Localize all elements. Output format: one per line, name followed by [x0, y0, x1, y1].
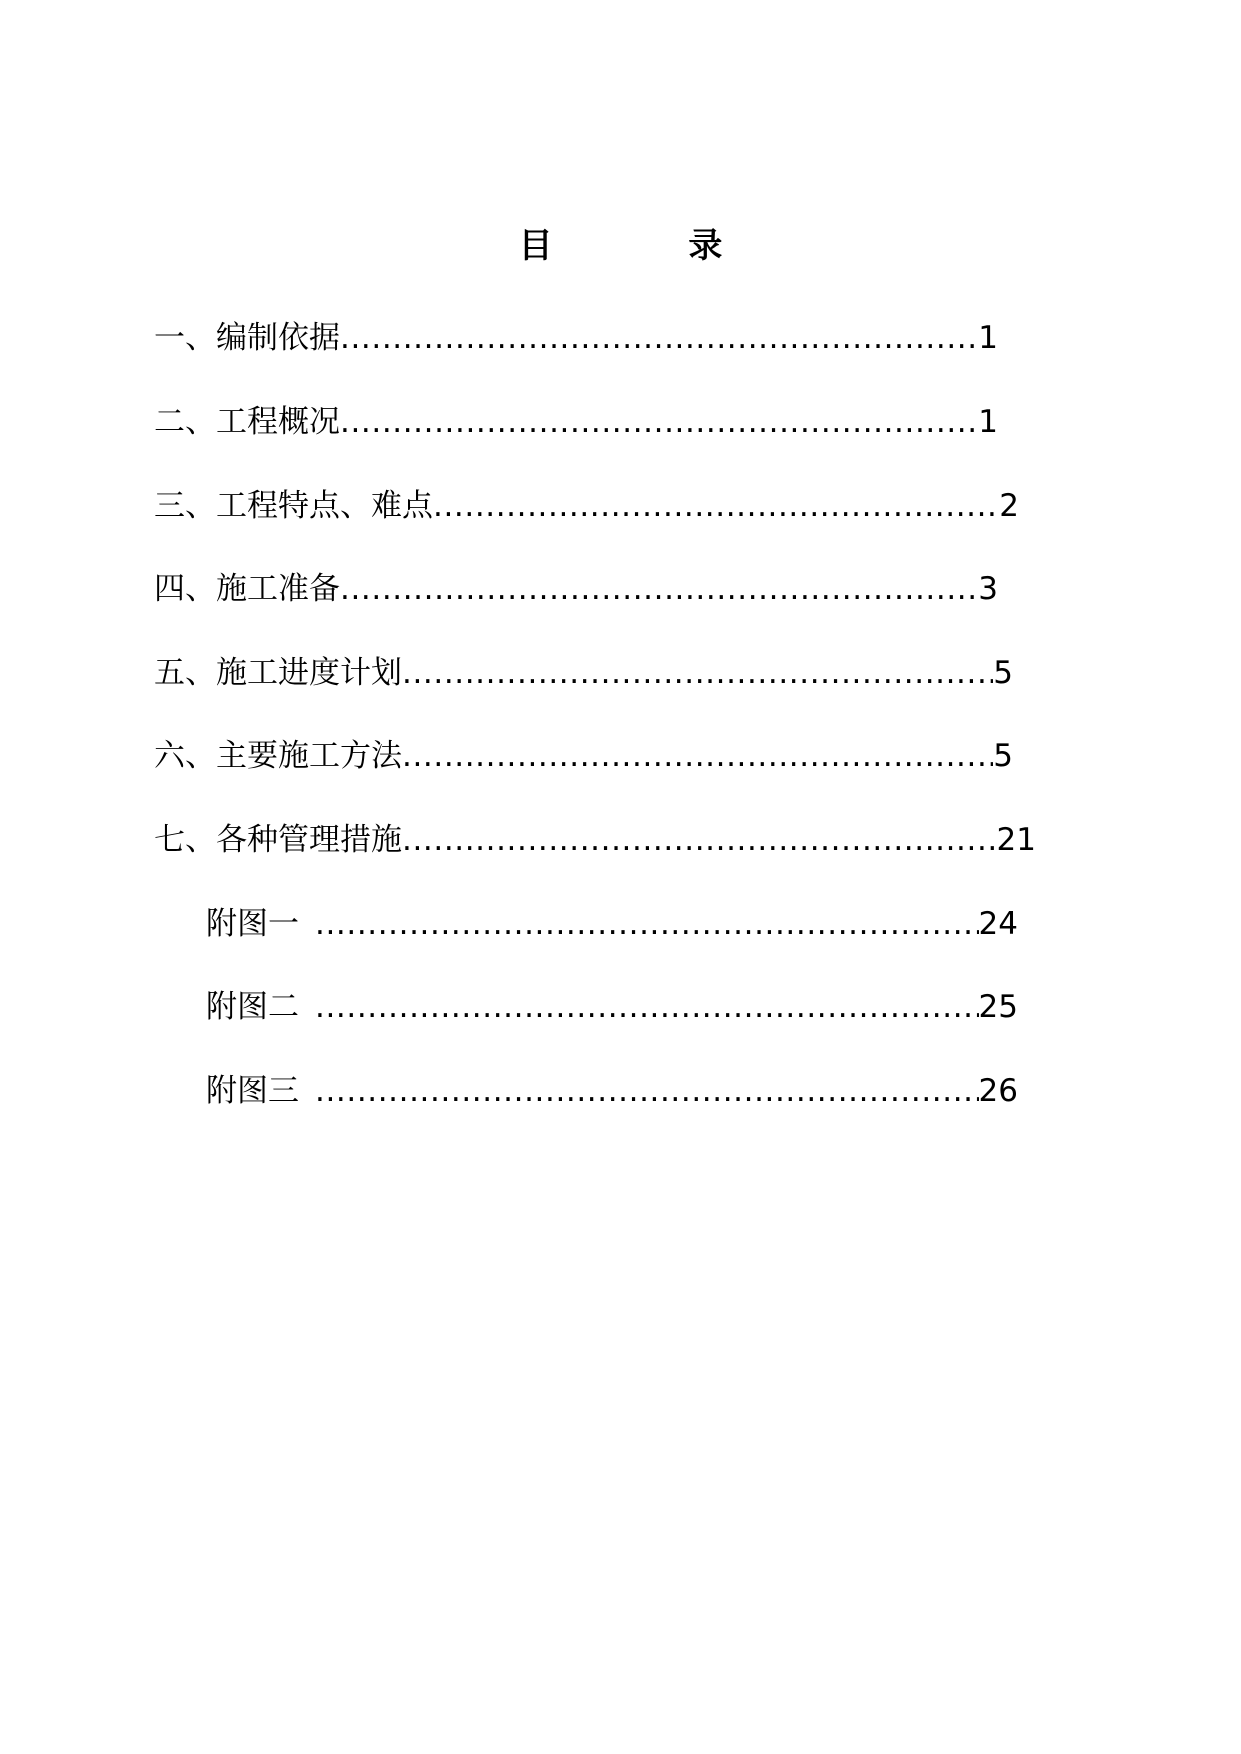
toc-entry-7[interactable]: [154, 816, 1036, 860]
toc-entry-label: 四、施工准备: [154, 571, 340, 607]
toc-entry-page-number: 5: [993, 655, 1013, 691]
dot-leader: [315, 904, 979, 944]
dot-leader: [340, 318, 978, 358]
toc-entry-5[interactable]: [154, 649, 1013, 693]
toc-entry-label: 七、各种管理措施: [154, 822, 402, 858]
toc-entry-page-number: 21: [996, 822, 1036, 858]
toc-entry-4[interactable]: [154, 565, 998, 609]
toc-title: 目 录: [518, 226, 785, 266]
toc-entry-page-number: 1: [978, 404, 998, 440]
toc-entry-page-number: 2: [999, 488, 1019, 524]
toc-entry-label: 二、工程概况: [154, 404, 340, 440]
dot-leader: [315, 1071, 979, 1111]
toc-appendix-page-number: 26: [978, 1073, 1018, 1109]
toc-entry-label: 三、工程特点、难点: [154, 488, 433, 524]
toc-appendix-label: 附图一: [206, 906, 299, 942]
toc-entry-page-number: 5: [993, 738, 1013, 774]
dot-leader: [402, 736, 993, 776]
toc-appendix-label: 附图三: [206, 1073, 299, 1109]
dot-leader: [315, 987, 979, 1027]
toc-appendix-page-number: 24: [978, 906, 1018, 942]
dot-leader: [340, 402, 978, 442]
toc-appendix-1[interactable]: [206, 900, 1018, 944]
dot-leader: [340, 569, 978, 609]
dot-leader: [402, 820, 997, 860]
toc-entry-page-number: 1: [978, 320, 998, 356]
dot-leader: [402, 653, 993, 693]
toc-entry-page-number: 3: [978, 571, 998, 607]
toc-entry-3[interactable]: [154, 482, 1019, 526]
toc-appendix-3[interactable]: [206, 1067, 1018, 1111]
toc-appendix-2[interactable]: [206, 983, 1018, 1027]
toc-appendix-page-number: 25: [978, 989, 1018, 1025]
dot-leader: [433, 486, 999, 526]
toc-appendix-label: 附图二: [206, 989, 299, 1025]
toc-entry-label: 一、编制依据: [154, 320, 340, 356]
toc-entry-1[interactable]: [154, 314, 998, 358]
toc-entry-label: 五、施工进度计划: [154, 655, 402, 691]
toc-entry-label: 六、主要施工方法: [154, 738, 402, 774]
toc-entry-6[interactable]: [154, 732, 1013, 776]
toc-entry-2[interactable]: [154, 398, 998, 442]
